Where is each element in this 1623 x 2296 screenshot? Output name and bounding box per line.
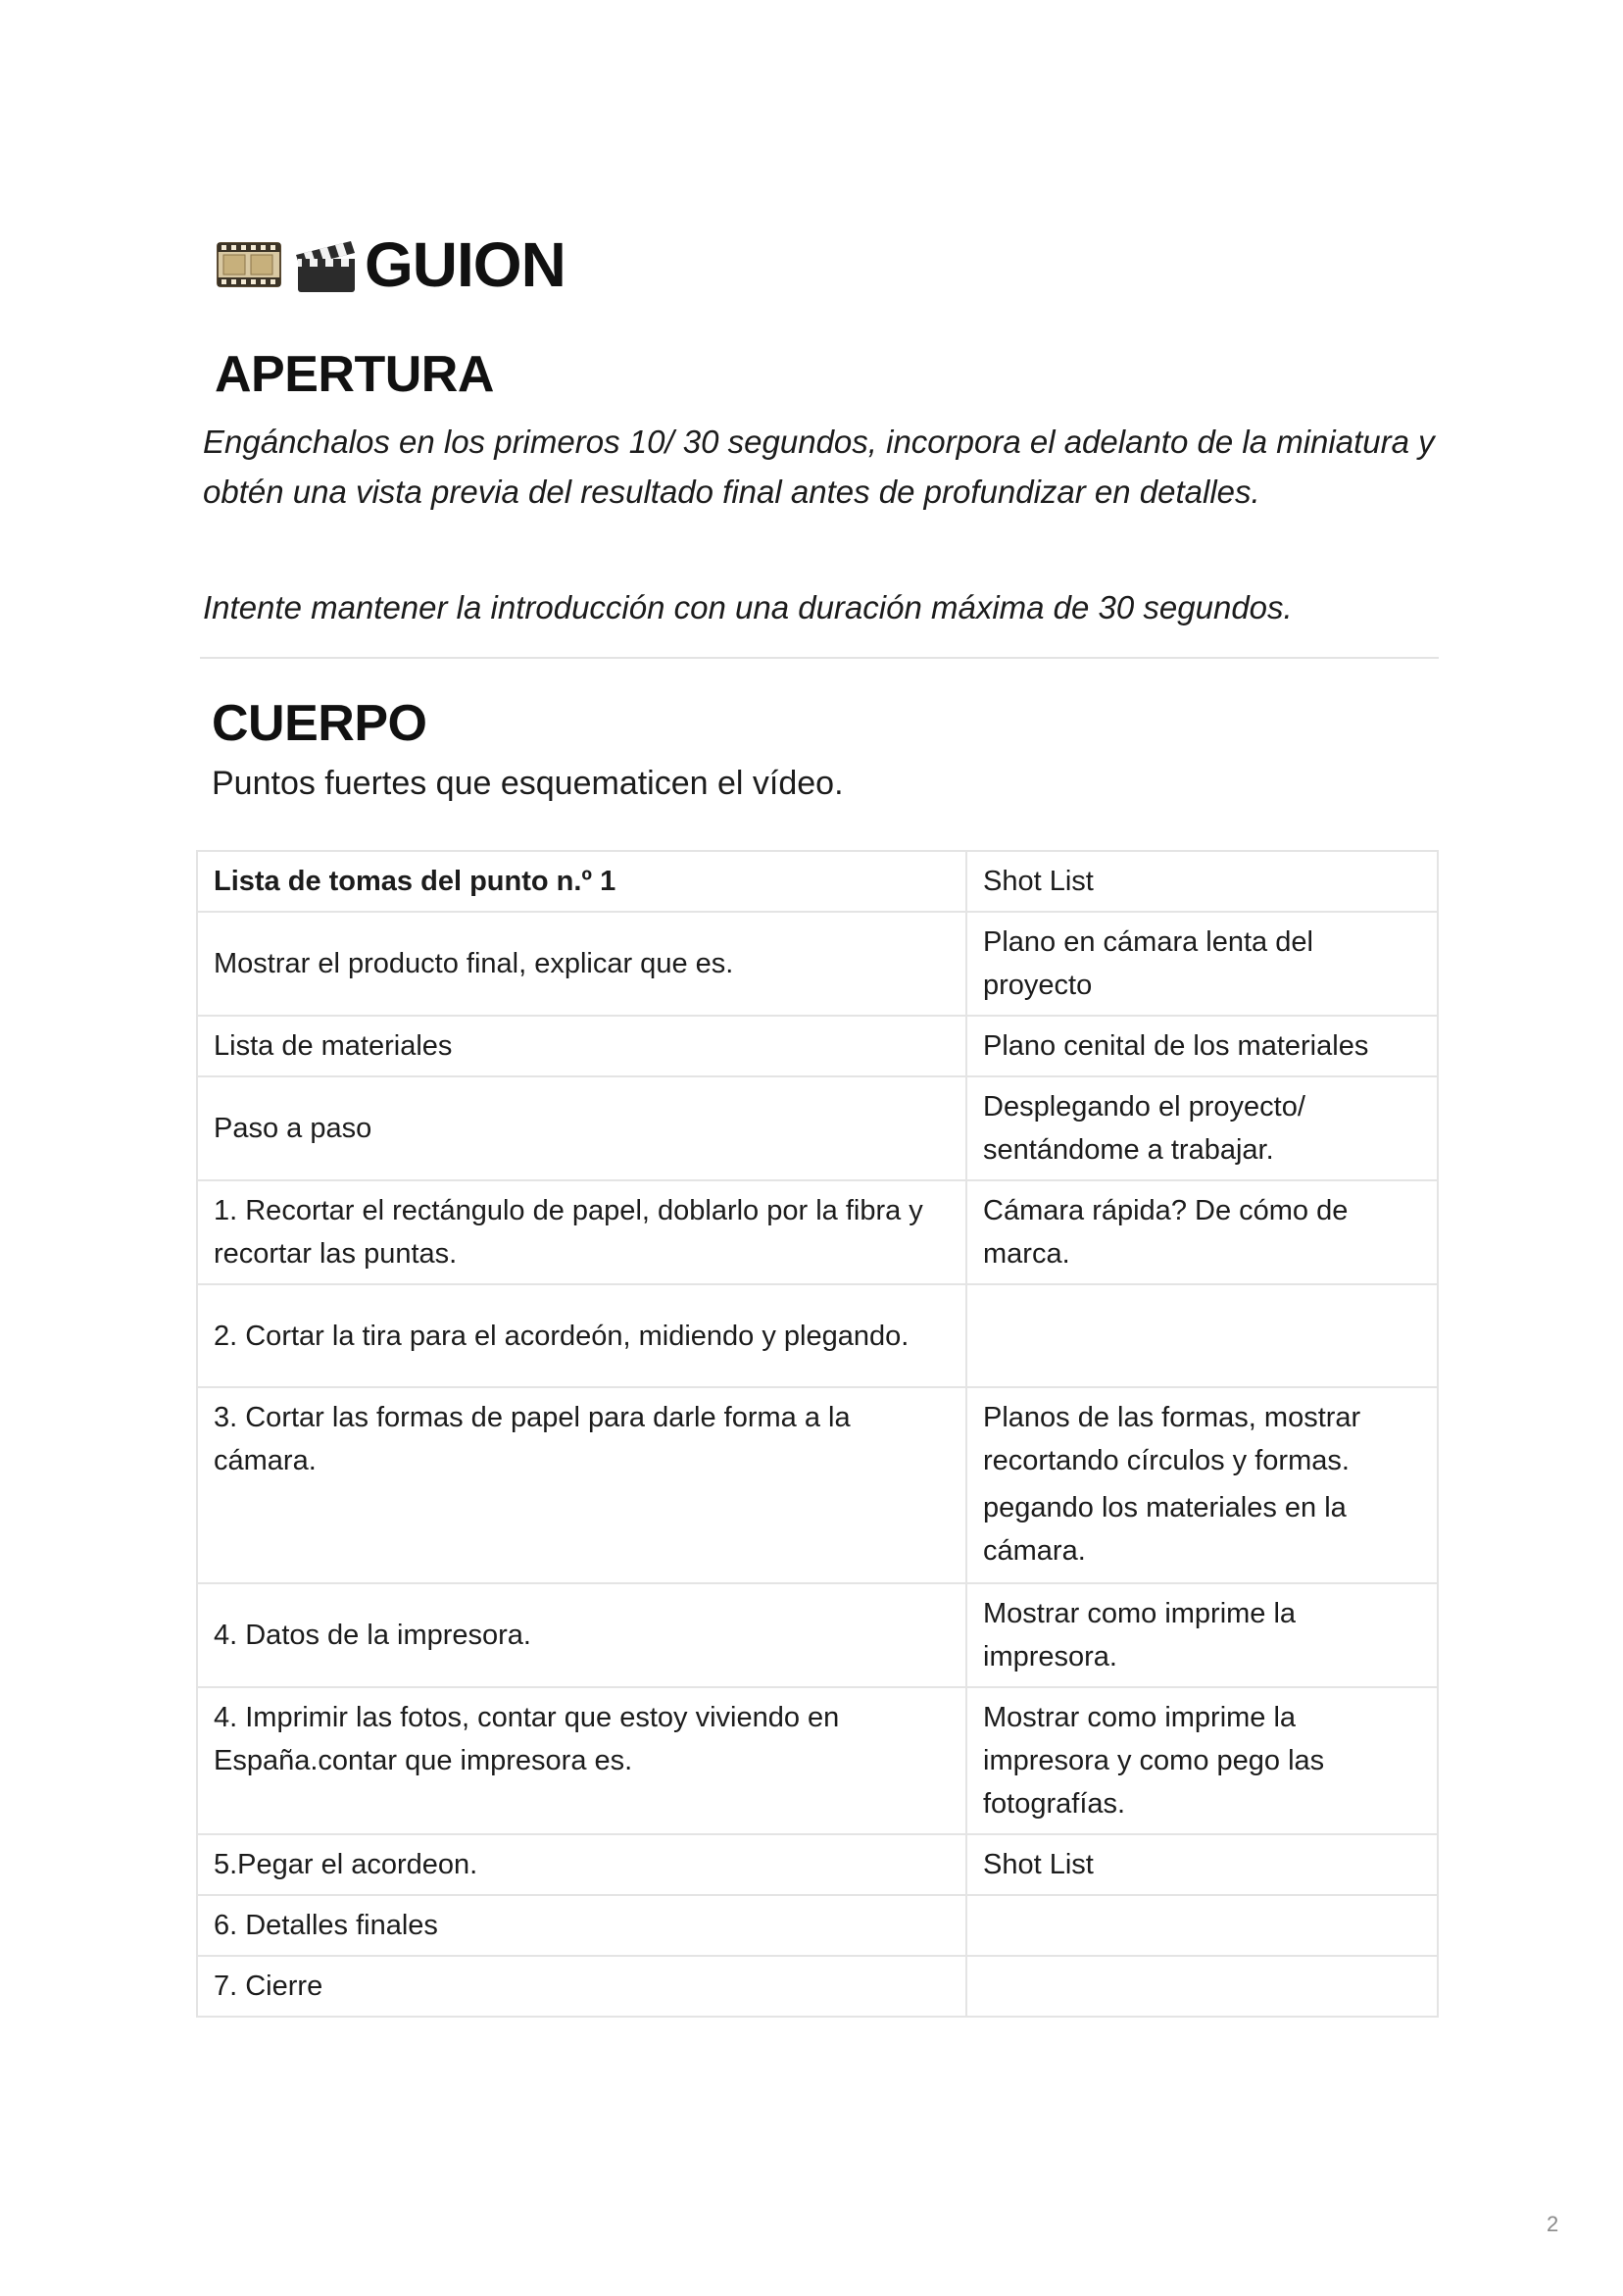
table-cell: Shot List — [966, 1834, 1438, 1895]
table-cell: 4. Imprimir las fotos, contar que estoy viviendo en España.contar que impresora es. — [197, 1687, 966, 1834]
section-divider — [200, 657, 1439, 659]
table-row — [197, 1387, 1438, 1583]
table-cell: Shot List — [966, 851, 1438, 912]
cuerpo-heading: CUERPO — [212, 695, 427, 752]
table-cell: Mostrar como imprime la impresora. — [966, 1583, 1438, 1687]
table-row — [197, 1583, 1438, 1687]
apertura-paragraph-1: Engánchalos en los primeros 10/ 30 segundos, incorpora el adelanto de la miniatura y obtén una vista previa del resultado final antes de profundizar en detalles. — [203, 424, 1435, 510]
table-row — [197, 912, 1438, 1016]
table-cell: Mostrar como imprime la impresora y como pego las fotografías. — [966, 1687, 1438, 1834]
apertura-heading: APERTURA — [215, 346, 494, 403]
document-title-row — [214, 224, 566, 306]
table-cell: Paso a paso — [197, 1076, 966, 1180]
page-number: 2 — [1547, 2212, 1559, 2236]
table-row — [197, 1834, 1438, 1895]
table-row — [197, 1076, 1438, 1180]
table-row — [197, 1016, 1438, 1076]
table-row — [197, 1180, 1438, 1284]
table-cell: 4. Datos de la impresora. — [197, 1583, 966, 1687]
table-cell: Lista de tomas del punto n.º 1 — [197, 851, 966, 912]
table-cell: 6. Detalles finales — [197, 1895, 966, 1956]
table-cell: 2. Cortar la tira para el acordeón, midiendo y plegando. — [197, 1284, 966, 1387]
table-cell-line: Planos de las formas, mostrar recortando círculos y formas. — [983, 1402, 1361, 1476]
film-strip-icon — [214, 229, 284, 300]
table-row — [197, 1687, 1438, 1834]
table-cell — [966, 1387, 1438, 1583]
table-cell: 1. Recortar el rectángulo de papel, doblarlo por la fibra y recortar las puntas. — [197, 1180, 966, 1284]
table-cell-line: pegando los materiales en la cámara. — [983, 1492, 1347, 1567]
table-row — [197, 1895, 1438, 1956]
table-row — [197, 1956, 1438, 2017]
table-cell: Plano cenital de los materiales — [966, 1016, 1438, 1076]
table-cell: Lista de materiales — [197, 1016, 966, 1076]
table-cell — [966, 1956, 1438, 2017]
table-cell: Plano en cámara lenta del proyecto — [966, 912, 1438, 1016]
table-row — [197, 851, 1438, 912]
table-cell: 3. Cortar las formas de papel para darle forma a la cámara. — [197, 1387, 966, 1583]
table-cell: Mostrar el producto final, explicar que es. — [197, 912, 966, 1016]
table-cell: Desplegando el proyecto/ sentándome a trabajar. — [966, 1076, 1438, 1180]
document-title: GUION — [365, 229, 566, 300]
table-row — [197, 1284, 1438, 1387]
table-cell — [966, 1895, 1438, 1956]
cuerpo-description: Puntos fuertes que esquematicen el vídeo. — [212, 765, 844, 802]
apertura-paragraph-2: Intente mantener la introducción con una duración máxima de 30 segundos. — [203, 589, 1293, 625]
table-cell: 7. Cierre — [197, 1956, 966, 2017]
table-cell: Cámara rápida? De cómo de marca. — [966, 1180, 1438, 1284]
shot-list-table — [196, 850, 1439, 2018]
table-cell: 5.Pegar el acordeon. — [197, 1834, 966, 1895]
table-cell — [966, 1284, 1438, 1387]
clapperboard-icon — [290, 229, 361, 300]
